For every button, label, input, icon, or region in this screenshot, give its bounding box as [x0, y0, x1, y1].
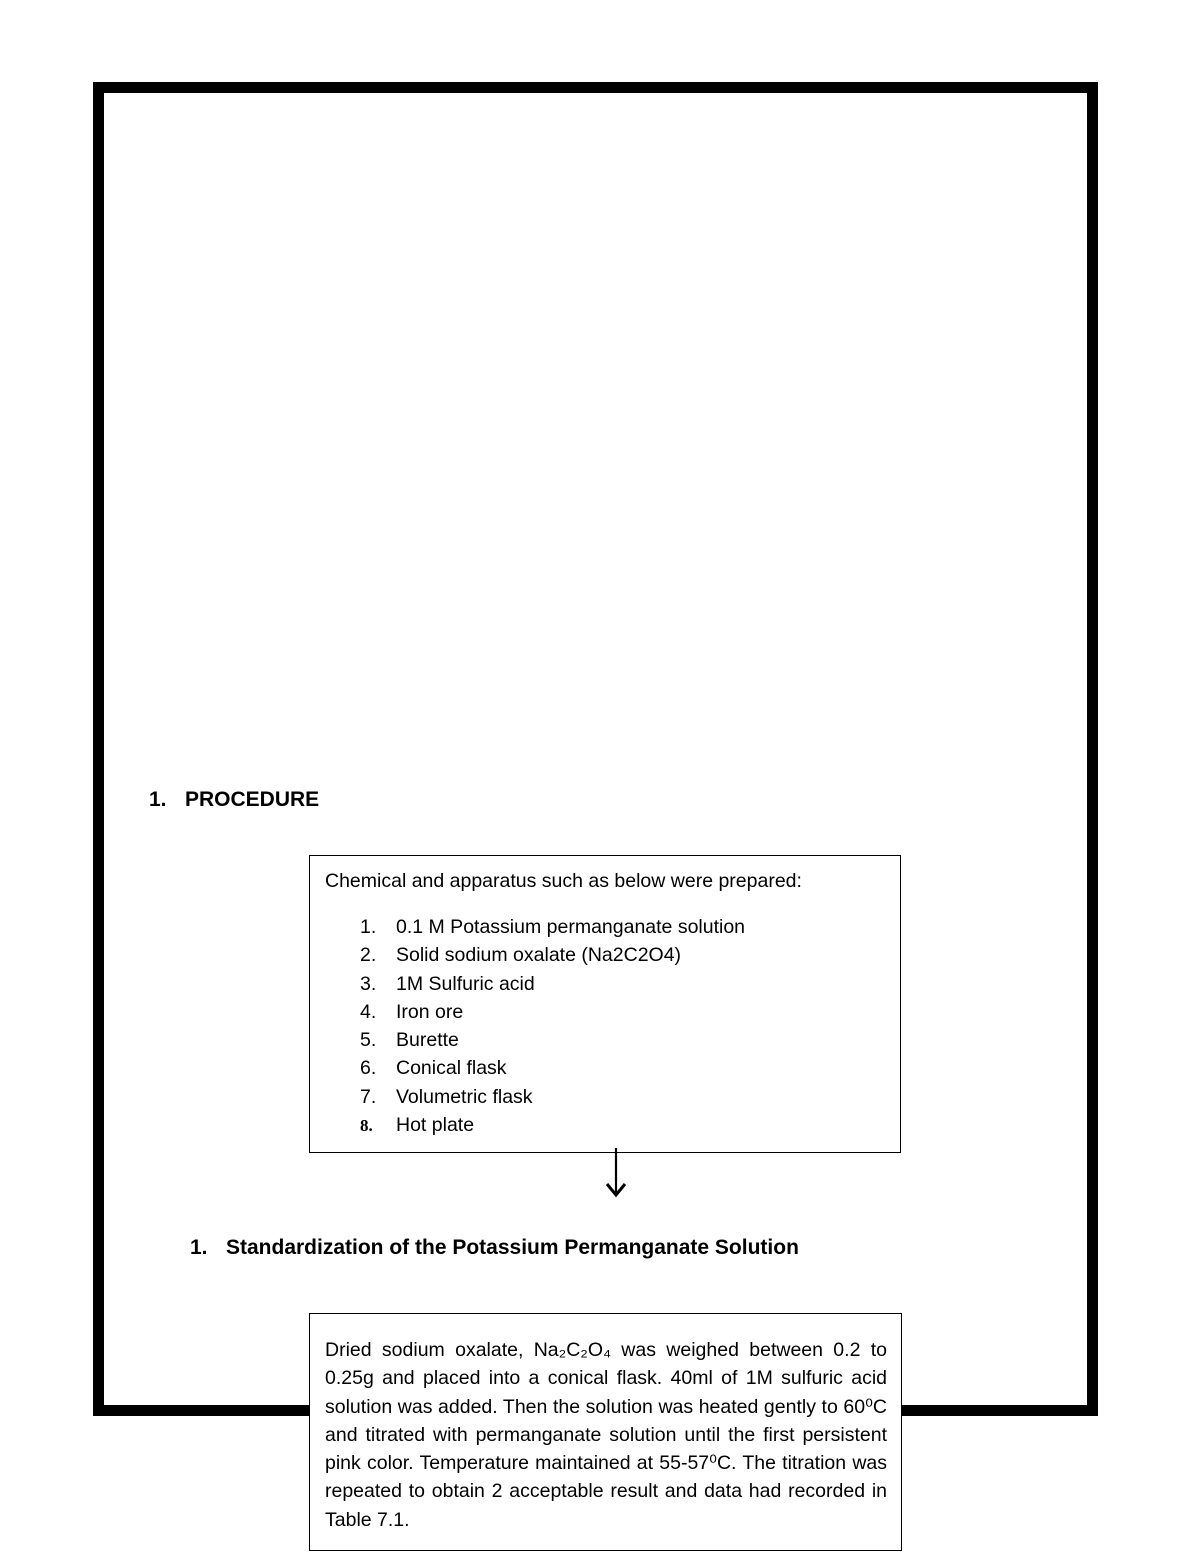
- subsection-title: Standardization of the Potassium Permanganate Solution: [226, 1236, 799, 1259]
- section-heading: [149, 788, 319, 812]
- page-border: [93, 82, 1098, 1416]
- list-item-number: 2.: [360, 944, 377, 967]
- list-item-number: 3.: [360, 972, 377, 995]
- list-item-number: 7.: [360, 1085, 377, 1108]
- list-item: [325, 941, 886, 969]
- subsection-heading: [190, 1236, 799, 1260]
- list-item-label: Hot plate: [396, 1114, 475, 1137]
- materials-box: [309, 855, 901, 1153]
- list-item: [325, 970, 886, 998]
- list-item-label: 1M Sulfuric acid: [396, 972, 535, 995]
- list-item: [325, 913, 886, 941]
- list-item-label: Iron ore: [396, 1000, 464, 1023]
- materials-intro: Chemical and apparatus such as below were prepared:: [325, 870, 802, 892]
- list-item: [325, 1054, 886, 1082]
- subsection-number: 1.: [190, 1236, 208, 1259]
- list-item-label: 0.1 M Potassium permanganate solution: [396, 916, 746, 938]
- list-item-number: 5.: [360, 1029, 377, 1052]
- procedure-text: Dried sodium oxalate, Na₂C₂O₄ was weighed between 0.2 to 0.25g and placed into a conical flask. 40ml of 1M sulfuric acid solution was added. Then the solution was heated gently to 60⁰C and titrated with permanganate solution until the first persistent pink color. Temperature maintained at 55-57⁰C. The titration was repeated to obtain 2 acceptable result and data had recorded in Table 7.1.: [325, 1339, 887, 1531]
- list-item: [325, 1026, 886, 1054]
- list-item: [325, 1083, 886, 1111]
- procedure-box: [309, 1313, 902, 1551]
- list-item-label: Conical flask: [396, 1057, 507, 1080]
- list-item-label: Solid sodium oxalate (Na2C2O4): [396, 944, 682, 967]
- list-item-number: 8.: [360, 1116, 373, 1136]
- materials-list: [325, 913, 886, 1139]
- list-item-number: 6.: [360, 1057, 377, 1080]
- list-item-number: 1.: [360, 916, 377, 938]
- list-item: [325, 998, 886, 1026]
- arrow-down-icon: [603, 1148, 629, 1200]
- section-title: PROCEDURE: [185, 788, 320, 811]
- list-item-label: Burette: [396, 1029, 459, 1052]
- list-item-label: Volumetric flask: [396, 1085, 533, 1108]
- list-item-number: 4.: [360, 1000, 377, 1023]
- section-number: 1.: [149, 788, 167, 811]
- list-item: [325, 1111, 886, 1139]
